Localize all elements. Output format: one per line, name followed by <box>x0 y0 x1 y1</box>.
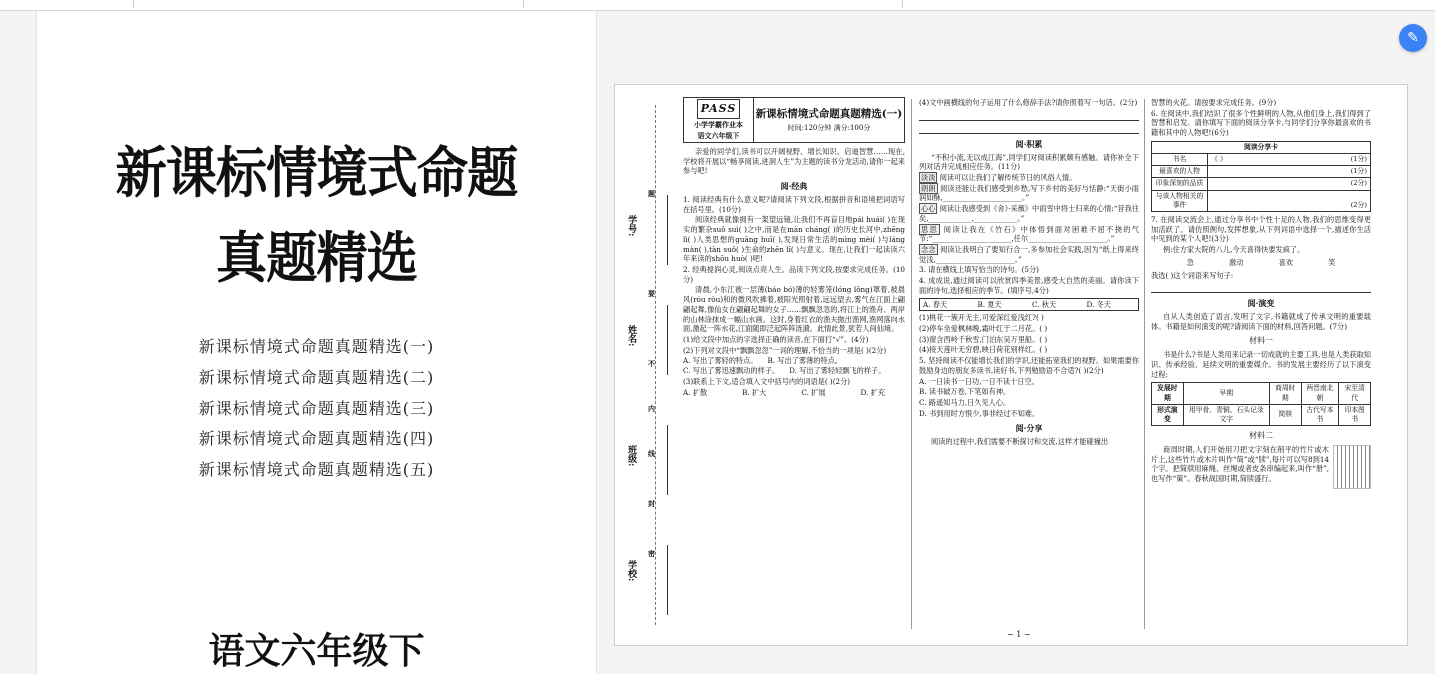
subject-name: 语文六年级下 <box>697 130 740 140</box>
dialog-line <box>919 204 1139 223</box>
options-row <box>683 388 905 398</box>
dialog-line <box>919 173 1139 183</box>
accum-intro: “不积小流,无以成江海”,同学们对阅读积累颇有感触。请你补全下列对话并完成相应任务。(11分) <box>919 152 1139 172</box>
top-toolbar <box>0 0 1435 11</box>
pass-logo: PASS <box>697 99 741 119</box>
table-header-cell: 两晋南北朝 <box>1301 383 1339 404</box>
table-cell: 用甲骨、青铜、石头记录文字 <box>1183 404 1269 425</box>
question-2: 2. 经典搅润心灵,阅读点亮人生。品读下列文段,按要求完成任务。(10分) <box>683 264 905 284</box>
question-5: 5. 坚持阅读不仅能增长我们的学识,还能拓宽我们的视野。如果需要你鼓励身边的朋友多读书,读好书,下列勉励语不合适?( )(2分) <box>919 356 1139 375</box>
student-id-line <box>667 195 668 265</box>
section-heading: 阅·演变 <box>1247 298 1275 309</box>
card-value-text: 《 》 <box>1211 155 1227 164</box>
card-value <box>1208 154 1371 166</box>
dialog-line <box>919 184 1139 203</box>
card-label: 最喜欢的人物 <box>1152 166 1208 178</box>
class-label: 班级: <box>626 445 637 467</box>
exam-header <box>683 97 905 143</box>
season-option: A. 春天 <box>923 299 948 309</box>
option: C. 写出了雾迅速飘动的样子。 <box>683 366 780 376</box>
edit-icon[interactable]: ✎ <box>1399 24 1427 52</box>
card-label: 书名 <box>1152 154 1208 166</box>
exam-meta: 时间:120分钟 满分:100分 <box>787 123 871 132</box>
share-continued: 智慧的火花。请按要求完成任务。(9分) <box>1151 98 1277 107</box>
card-row <box>1152 178 1371 190</box>
card-row <box>1152 166 1371 178</box>
school-label: 学校: <box>626 560 637 582</box>
question-7: 7. 在阅读交流会上,通过分享书中个性十足的人物,我们的思维变得更加活跃了。请仿照例句,发挥想象,从下列词语中选择一个,描述你生活中见到的某个人吧!(3分) <box>1151 214 1371 244</box>
column-divider <box>1144 99 1145 629</box>
column-divider <box>911 99 912 629</box>
series-name: 小学学霸作业本 <box>694 119 743 129</box>
speaker-tag: 朗朗 <box>921 183 936 193</box>
card-label: 与该人物相关的事件 <box>1152 190 1208 211</box>
cover-title-line2: 真题精选 <box>216 226 417 290</box>
dialog-text: 阅读还能让我们感受到乡愁,写下乡村的美好与恬静:“天街小雨润如酥,______________________。” <box>919 183 1139 203</box>
table-cell: 印本图书 <box>1339 404 1371 425</box>
exam-header-title-box <box>754 107 904 134</box>
card-title: 阅读分享卡 <box>1152 141 1371 153</box>
class-line <box>667 425 668 495</box>
question-1: 1. 阅读经典有什么意义呢?请阅读下列文段,根据拼音和语境把词语写在括号里。(10分) <box>683 194 905 214</box>
question-2-2: (2)下列对文段中“飘飘忽忽”一词的理解,不恰当的一项是( )(2分) <box>683 345 887 355</box>
word-option: 笑 <box>1328 257 1336 267</box>
table-header-cell: 宋至清代 <box>1339 383 1371 404</box>
cut-mark: 题 <box>647 190 657 197</box>
question-7-choice: 我选( )这个词语来写句子: <box>1151 270 1234 280</box>
speaker-tag: 淡淡 <box>921 172 936 182</box>
table-row <box>1152 404 1371 425</box>
option: D. 书到用时方恨少,事非经过不知难。 <box>919 408 1040 418</box>
card-label: 印象深刻的品质 <box>1152 178 1208 190</box>
book-evolution-table <box>1151 382 1371 426</box>
cut-mark: 封 <box>647 500 657 507</box>
answer-line <box>1151 283 1371 293</box>
material-1-text: 书是什么?书是人类用来记录一切成就的主要工具,也是人类获取知识、传承经验、延续文明的重要媒介。书的发展主要经历了以下演变过程: <box>1151 350 1371 379</box>
dialog-text: 阅读让我感受到《舍》·采薇》中雨雪中将士归来的心情:“昔我往矣,____________,____________。” <box>919 204 1139 223</box>
season-option: D. 冬天 <box>1086 299 1111 309</box>
cover-subtitle: 新课标情境式命题真题精选(一) <box>198 337 435 356</box>
question-2-text: 清晨,小东江被一层薄(báo bó)薄的轻雾笼(lóng lǒng)罩着,被晨风(róu ròu)和的微风吹拂着,被阳光照射着,远远望去,雾气在江面上翩翩起舞,像仙女在翩翩起舞的女子……飘飘忽忽的,将江上的渔舟、两岸的山林涂抹成一幅山水画。这时,身着红衣的渔夫抛出渔网,渔网落向水面,激起一阵水花,江面随即泛起阵阵涟漪。此情此景,犹若人间仙境。 <box>683 285 905 334</box>
cover-subtitle: 新课标情境式命题真题精选(三) <box>198 399 435 418</box>
card-score: (1分) <box>1208 166 1371 178</box>
question-1-text: 阅读经典就像拥有一架望远镜,让我们不再盲目地pái huái( )在现实的繁杂suǒ suì( )之中,而是在màn cháng( )的历史长河中,zhēng lì( )人类思想的guāng huī( ),发现日常生活的mìng mèi( )与láng màn( ),tàn suǒ( )生命的zhēn lǐ( )与意义。现在,让我们一起读读六年来读的shōu huò( )吧! <box>683 215 905 264</box>
table-header-cell: 发展时期 <box>1152 383 1184 404</box>
student-id-label: 学号: <box>626 215 637 237</box>
table-header-row <box>1152 383 1371 404</box>
cut-mark: 内 <box>647 405 657 412</box>
card-score: (1分) <box>1350 155 1367 164</box>
table-header-cell: 商周时期 <box>1269 383 1301 404</box>
material-title: 材料二 <box>1249 431 1273 441</box>
toolbar-divider <box>133 0 134 8</box>
dialog-text: 阅读可以让我们了解传统节日的风俗人情。 <box>939 172 1077 182</box>
exam-column-3 <box>1151 97 1371 489</box>
school-line <box>667 545 668 615</box>
option: A. 写出了雾轻的特点。 <box>683 356 758 366</box>
cover-subtitle: 新课标情境式命题真题精选(二) <box>198 368 435 387</box>
name-line <box>667 305 668 375</box>
evolve-intro: 自从人类创造了语言,发明了文字,书籍就成了传承文明的重要载体。书籍是如何演变的呢?请阅读下面的材料,回答问题。(7分) <box>1151 312 1371 331</box>
question-6: 6. 在阅读中,我们结识了很多个性鲜明的人物,从他们身上,我们得到了智慧和启发。请你填写下面的阅读分享卡,与同学们分享你最喜欢的书籍和其中的人物吧!(6分) <box>1151 108 1371 138</box>
dialog-text: 阅读让我明白了要知行合一,多参加社会实践,因为“纸上得来终觉浅,______________________。” <box>919 244 1139 264</box>
cover-page <box>36 11 597 674</box>
option: A. 扩散 <box>683 387 708 397</box>
option: C. 扩展 <box>801 387 826 397</box>
card-score: (2分) <box>1208 178 1371 190</box>
answer-line <box>919 124 1139 134</box>
cut-mark: 线 <box>647 450 657 457</box>
question-7-example: 例:住方家大院的八儿,今天喜得快要发疯了。 <box>1163 245 1305 255</box>
option: D. 写出了雾轻轻飘飞的样子。 <box>789 366 886 376</box>
exam-title: 新课标情境式命题真题精选(一) <box>755 107 903 120</box>
question-2-4: (4)文中画横线的句子运用了什么修辞手法?请你照着写一句话。(2分) <box>919 98 1138 107</box>
question-2-3: (3)联系上下文,适合填入文中括号内的词语是( )(2分) <box>683 376 851 386</box>
question-3: 3. 请在横线上填写恰当的诗句。(5分) <box>919 265 1039 275</box>
cover-subtitle: 新课标情境式命题真题精选(五) <box>198 460 435 479</box>
word-option: 急 <box>1186 257 1194 267</box>
cut-mark: 要 <box>647 290 657 297</box>
options-row <box>683 356 905 366</box>
question-4: 4. 成成说,通过阅读可以欣赏四季美景,感受大自然的美丽。请你读下面的诗句,选择相应的季节。(填序号,4分) <box>919 276 1139 295</box>
material-title: 材料一 <box>1249 336 1273 346</box>
section-heading: 阅·分享 <box>1015 423 1043 434</box>
card-row <box>1152 154 1371 166</box>
cut-mark: 密 <box>647 550 657 557</box>
answer-line <box>919 111 1139 121</box>
share-text: 阅读的过程中,我们需要不断探讨和交流,这样才能碰撞出 <box>931 437 1109 447</box>
card-row <box>1152 190 1371 211</box>
options-row <box>683 366 905 376</box>
speaker-tag: 思思 <box>921 224 939 234</box>
cut-mark: 不 <box>647 360 657 367</box>
table-cell: 古代写本书 <box>1301 404 1339 425</box>
word-option: 喜欢 <box>1278 257 1293 267</box>
binding-gutter <box>621 105 675 625</box>
exam-header-brand <box>684 97 754 143</box>
cover-subtitle: 新课标情境式命题真题精选(四) <box>198 429 435 448</box>
option: C. 路遥知马力,日久见人心。 <box>919 398 1011 408</box>
toolbar-divider <box>523 0 524 8</box>
reading-share-card <box>1151 141 1371 212</box>
dialog-line <box>919 245 1139 264</box>
exam-intro: 亲爱的同学们,读书可以开阔视野、增长知识、启迪智慧……现在,学校将开展以“畅享阅读,进洞人生”为主题的读书分龙活动,请你一起来参与吧! <box>683 147 905 176</box>
speaker-tag: 念念 <box>921 244 936 254</box>
material-2 <box>1151 445 1371 484</box>
page-number: ~ 1 ~ <box>1007 630 1031 639</box>
word-options <box>1169 258 1353 268</box>
option: B. 写出了雾薄的特点。 <box>767 356 842 366</box>
section-heading: 阅·积累 <box>1015 138 1043 149</box>
dialog-text: 阅读让我在《竹石》中体悟到面对困难不屈不挠的气节:“______________________,任尔______________________。” <box>919 224 1139 244</box>
cover-title-line1: 新课标情境式命题 <box>115 141 518 205</box>
question-4-item: (4)接天莲叶无穷碧,映日荷花别样红。( ) <box>919 345 1048 355</box>
section-heading: 阅·经典 <box>780 181 808 192</box>
card-score: (2分) <box>1208 190 1371 211</box>
dialog-line <box>919 225 1139 244</box>
table-header-cell: 早期 <box>1183 383 1269 404</box>
cover-grade: 语文六年级下 <box>208 631 425 672</box>
season-option: B. 夏天 <box>977 299 1002 309</box>
option: D. 扩充 <box>860 387 885 397</box>
option: B. 扩大 <box>742 387 767 397</box>
question-4-item: (1)桃花一簇开无主,可爱深红爱浅红?( ) <box>919 313 1044 323</box>
option: B. 读书破万卷,下笔如有神。 <box>919 387 1011 397</box>
option: A. 一日读书一日功,一日不读十日空。 <box>919 376 1039 386</box>
season-option: C. 秋天 <box>1032 299 1057 309</box>
name-label: 姓名: <box>626 325 637 347</box>
word-option: 激动 <box>1229 257 1244 267</box>
question-4-item: (3)窗含西岭千秋雪,门泊东吴万里船。( ) <box>919 334 1048 344</box>
speaker-tag: 心心 <box>921 204 936 214</box>
exam-page <box>614 84 1408 646</box>
question-4-item: (2)停车坐爱枫林晚,霜叶红于二月花。( ) <box>919 324 1048 334</box>
bamboo-slips-illustration <box>1333 445 1371 489</box>
toolbar-divider <box>902 0 903 8</box>
table-cell: 简牍 <box>1269 404 1301 425</box>
exam-column-1 <box>683 97 905 397</box>
season-options <box>919 298 1139 312</box>
exam-column-2 <box>919 97 1139 448</box>
table-cell: 形式演变 <box>1152 404 1184 425</box>
question-2-1: (1)给文段中加点的字选择正确的读音,在下面打“√”。(4分) <box>683 335 869 345</box>
material-2-text: 商周时期,人们开始用刀把文字刻在削平的竹片或木片上,这些竹片或木片叫作“简”或“牍”,每片可以写8到14个字。把简牍用麻绳、丝绳或者皮条串编起来,叫作“册”,也写作“策”。春秋战国时期,简牍盛行。 <box>1151 444 1329 484</box>
